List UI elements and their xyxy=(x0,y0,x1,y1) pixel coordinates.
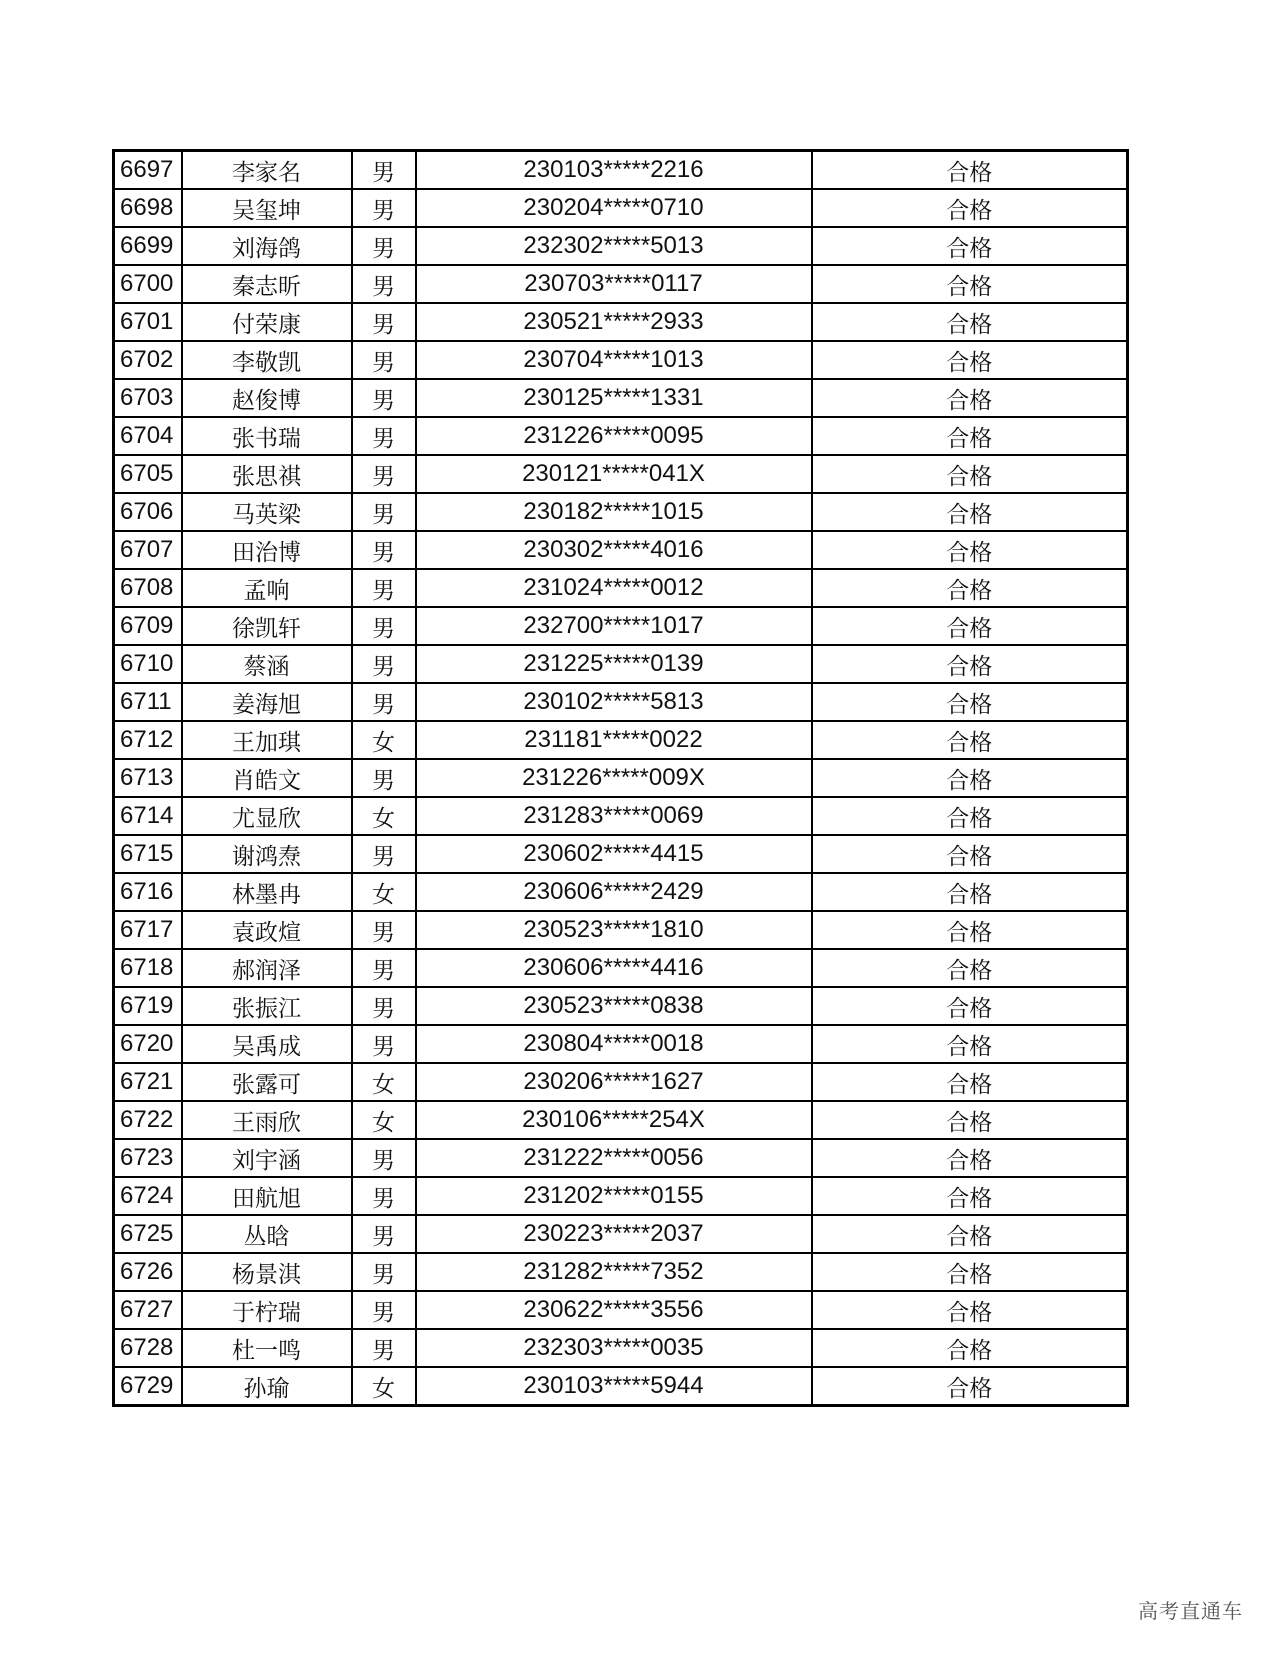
candidate-name: 张书瑞 xyxy=(182,417,352,455)
result-status: 合格 xyxy=(812,1291,1128,1329)
result-status: 合格 xyxy=(812,873,1128,911)
row-number: 6717 xyxy=(114,911,182,949)
table-row xyxy=(114,797,1128,835)
table-row xyxy=(114,569,1128,607)
candidate-sex: 男 xyxy=(352,265,416,303)
result-status: 合格 xyxy=(812,455,1128,493)
result-status: 合格 xyxy=(812,1063,1128,1101)
table-row xyxy=(114,379,1128,417)
candidate-sex: 男 xyxy=(352,493,416,531)
candidate-sex: 男 xyxy=(352,683,416,721)
row-number: 6708 xyxy=(114,569,182,607)
candidate-name: 谢鸿焘 xyxy=(182,835,352,873)
row-number: 6728 xyxy=(114,1329,182,1367)
row-number: 6715 xyxy=(114,835,182,873)
table-row xyxy=(114,721,1128,759)
candidate-sex: 男 xyxy=(352,151,416,190)
candidate-sex: 男 xyxy=(352,1025,416,1063)
row-number: 6710 xyxy=(114,645,182,683)
candidate-name: 张思祺 xyxy=(182,455,352,493)
result-status: 合格 xyxy=(812,683,1128,721)
candidate-sex: 女 xyxy=(352,1101,416,1139)
candidate-sex: 男 xyxy=(352,1291,416,1329)
table-row xyxy=(114,189,1128,227)
result-status: 合格 xyxy=(812,569,1128,607)
candidate-name: 田航旭 xyxy=(182,1177,352,1215)
result-status: 合格 xyxy=(812,341,1128,379)
candidate-name: 孟响 xyxy=(182,569,352,607)
candidate-name: 秦志昕 xyxy=(182,265,352,303)
masked-id-number: 230703*****0117 xyxy=(416,265,812,303)
masked-id-number: 230102*****5813 xyxy=(416,683,812,721)
candidate-name: 丛晗 xyxy=(182,1215,352,1253)
candidate-sex: 男 xyxy=(352,569,416,607)
masked-id-number: 230523*****0838 xyxy=(416,987,812,1025)
candidate-sex: 男 xyxy=(352,911,416,949)
masked-id-number: 230602*****4415 xyxy=(416,835,812,873)
table-row xyxy=(114,911,1128,949)
masked-id-number: 230521*****2933 xyxy=(416,303,812,341)
result-status: 合格 xyxy=(812,1253,1128,1291)
table-row xyxy=(114,1253,1128,1291)
candidate-sex: 男 xyxy=(352,759,416,797)
candidate-name: 李敬凯 xyxy=(182,341,352,379)
result-status: 合格 xyxy=(812,721,1128,759)
result-status: 合格 xyxy=(812,379,1128,417)
row-number: 6701 xyxy=(114,303,182,341)
masked-id-number: 230103*****5944 xyxy=(416,1367,812,1406)
masked-id-number: 231222*****0056 xyxy=(416,1139,812,1177)
row-number: 6705 xyxy=(114,455,182,493)
candidate-sex: 男 xyxy=(352,303,416,341)
table-row xyxy=(114,1291,1128,1329)
masked-id-number: 231181*****0022 xyxy=(416,721,812,759)
candidate-name: 袁政煊 xyxy=(182,911,352,949)
masked-id-number: 230606*****2429 xyxy=(416,873,812,911)
table-row xyxy=(114,645,1128,683)
result-status: 合格 xyxy=(812,1139,1128,1177)
row-number: 6719 xyxy=(114,987,182,1025)
row-number: 6720 xyxy=(114,1025,182,1063)
masked-id-number: 231226*****0095 xyxy=(416,417,812,455)
candidate-name: 李家名 xyxy=(182,151,352,190)
masked-id-number: 230106*****254X xyxy=(416,1101,812,1139)
candidate-sex: 男 xyxy=(352,835,416,873)
candidate-name: 于柠瑞 xyxy=(182,1291,352,1329)
candidate-sex: 男 xyxy=(352,417,416,455)
row-number: 6706 xyxy=(114,493,182,531)
candidate-name: 蔡涵 xyxy=(182,645,352,683)
masked-id-number: 230125*****1331 xyxy=(416,379,812,417)
table-row xyxy=(114,987,1128,1025)
result-status: 合格 xyxy=(812,797,1128,835)
candidate-sex: 女 xyxy=(352,1063,416,1101)
table-row xyxy=(114,455,1128,493)
candidate-name: 徐凯轩 xyxy=(182,607,352,645)
result-status: 合格 xyxy=(812,1177,1128,1215)
masked-id-number: 230302*****4016 xyxy=(416,531,812,569)
candidate-name: 郝润泽 xyxy=(182,949,352,987)
row-number: 6718 xyxy=(114,949,182,987)
row-number: 6711 xyxy=(114,683,182,721)
candidate-sex: 男 xyxy=(352,531,416,569)
candidate-sex: 男 xyxy=(352,1253,416,1291)
result-status: 合格 xyxy=(812,911,1128,949)
result-status: 合格 xyxy=(812,531,1128,569)
candidate-sex: 男 xyxy=(352,949,416,987)
masked-id-number: 231226*****009X xyxy=(416,759,812,797)
result-status: 合格 xyxy=(812,987,1128,1025)
candidate-name: 王雨欣 xyxy=(182,1101,352,1139)
candidate-sex: 男 xyxy=(352,1139,416,1177)
candidate-name: 刘海鸽 xyxy=(182,227,352,265)
masked-id-number: 230622*****3556 xyxy=(416,1291,812,1329)
row-number: 6713 xyxy=(114,759,182,797)
table-row xyxy=(114,1177,1128,1215)
candidate-name: 付荣康 xyxy=(182,303,352,341)
masked-id-number: 230606*****4416 xyxy=(416,949,812,987)
masked-id-number: 230223*****2037 xyxy=(416,1215,812,1253)
masked-id-number: 232303*****0035 xyxy=(416,1329,812,1367)
masked-id-number: 230121*****041X xyxy=(416,455,812,493)
table-row xyxy=(114,1025,1128,1063)
candidate-sex: 男 xyxy=(352,379,416,417)
table-row xyxy=(114,1139,1128,1177)
row-number: 6725 xyxy=(114,1215,182,1253)
table-row xyxy=(114,949,1128,987)
result-status: 合格 xyxy=(812,303,1128,341)
candidate-name: 张振江 xyxy=(182,987,352,1025)
table-row xyxy=(114,417,1128,455)
candidate-name: 尤显欣 xyxy=(182,797,352,835)
candidate-sex: 女 xyxy=(352,721,416,759)
candidate-sex: 男 xyxy=(352,189,416,227)
candidate-sex: 男 xyxy=(352,227,416,265)
roster-table xyxy=(112,149,1129,1407)
candidate-name: 吴玺坤 xyxy=(182,189,352,227)
masked-id-number: 230103*****2216 xyxy=(416,151,812,190)
table-row xyxy=(114,493,1128,531)
result-status: 合格 xyxy=(812,645,1128,683)
row-number: 6702 xyxy=(114,341,182,379)
result-status: 合格 xyxy=(812,607,1128,645)
candidate-name: 吴禹成 xyxy=(182,1025,352,1063)
row-number: 6727 xyxy=(114,1291,182,1329)
row-number: 6716 xyxy=(114,873,182,911)
table-row xyxy=(114,607,1128,645)
row-number: 6697 xyxy=(114,151,182,190)
result-status: 合格 xyxy=(812,417,1128,455)
result-status: 合格 xyxy=(812,1101,1128,1139)
candidate-name: 马英梁 xyxy=(182,493,352,531)
result-status: 合格 xyxy=(812,151,1128,190)
candidate-name: 杨景淇 xyxy=(182,1253,352,1291)
row-number: 6729 xyxy=(114,1367,182,1406)
candidate-name: 田治博 xyxy=(182,531,352,569)
row-number: 6703 xyxy=(114,379,182,417)
row-number: 6724 xyxy=(114,1177,182,1215)
table-row xyxy=(114,303,1128,341)
row-number: 6709 xyxy=(114,607,182,645)
table-row xyxy=(114,227,1128,265)
row-number: 6698 xyxy=(114,189,182,227)
candidate-sex: 女 xyxy=(352,797,416,835)
masked-id-number: 231225*****0139 xyxy=(416,645,812,683)
table-row xyxy=(114,341,1128,379)
candidate-sex: 男 xyxy=(352,607,416,645)
candidate-sex: 男 xyxy=(352,455,416,493)
masked-id-number: 230804*****0018 xyxy=(416,1025,812,1063)
candidate-sex: 男 xyxy=(352,341,416,379)
result-status: 合格 xyxy=(812,265,1128,303)
masked-id-number: 230206*****1627 xyxy=(416,1063,812,1101)
table-row xyxy=(114,265,1128,303)
table-row xyxy=(114,1329,1128,1367)
masked-id-number: 230204*****0710 xyxy=(416,189,812,227)
masked-id-number: 231282*****7352 xyxy=(416,1253,812,1291)
table-row xyxy=(114,873,1128,911)
row-number: 6723 xyxy=(114,1139,182,1177)
masked-id-number: 231283*****0069 xyxy=(416,797,812,835)
candidate-name: 姜海旭 xyxy=(182,683,352,721)
result-status: 合格 xyxy=(812,227,1128,265)
result-status: 合格 xyxy=(812,949,1128,987)
candidate-name: 杜一鸣 xyxy=(182,1329,352,1367)
candidate-name: 肖皓文 xyxy=(182,759,352,797)
masked-id-number: 230523*****1810 xyxy=(416,911,812,949)
result-status: 合格 xyxy=(812,1367,1128,1406)
candidate-name: 张露可 xyxy=(182,1063,352,1101)
candidate-name: 王加琪 xyxy=(182,721,352,759)
candidate-name: 林墨冉 xyxy=(182,873,352,911)
row-number: 6722 xyxy=(114,1101,182,1139)
candidate-sex: 男 xyxy=(352,645,416,683)
row-number: 6714 xyxy=(114,797,182,835)
result-status: 合格 xyxy=(812,835,1128,873)
table-row xyxy=(114,1215,1128,1253)
masked-id-number: 232700*****1017 xyxy=(416,607,812,645)
row-number: 6721 xyxy=(114,1063,182,1101)
result-status: 合格 xyxy=(812,759,1128,797)
candidate-name: 刘宇涵 xyxy=(182,1139,352,1177)
table-row xyxy=(114,1367,1128,1406)
masked-id-number: 231202*****0155 xyxy=(416,1177,812,1215)
result-status: 合格 xyxy=(812,1215,1128,1253)
table-row xyxy=(114,835,1128,873)
candidate-sex: 男 xyxy=(352,1215,416,1253)
table-row xyxy=(114,683,1128,721)
masked-id-number: 230182*****1015 xyxy=(416,493,812,531)
table-row xyxy=(114,531,1128,569)
result-status: 合格 xyxy=(812,1025,1128,1063)
row-number: 6707 xyxy=(114,531,182,569)
candidate-sex: 男 xyxy=(352,1329,416,1367)
table-row xyxy=(114,1101,1128,1139)
row-number: 6699 xyxy=(114,227,182,265)
candidate-sex: 男 xyxy=(352,987,416,1025)
row-number: 6700 xyxy=(114,265,182,303)
candidate-sex: 女 xyxy=(352,1367,416,1406)
candidate-name: 孙瑜 xyxy=(182,1367,352,1406)
candidate-sex: 女 xyxy=(352,873,416,911)
result-status: 合格 xyxy=(812,1329,1128,1367)
result-status: 合格 xyxy=(812,189,1128,227)
masked-id-number: 230704*****1013 xyxy=(416,341,812,379)
watermark-text: 高考直通车 xyxy=(1138,1599,1243,1623)
table-row xyxy=(114,759,1128,797)
masked-id-number: 232302*****5013 xyxy=(416,227,812,265)
row-number: 6712 xyxy=(114,721,182,759)
result-status: 合格 xyxy=(812,493,1128,531)
table-row xyxy=(114,151,1128,190)
masked-id-number: 231024*****0012 xyxy=(416,569,812,607)
candidate-name: 赵俊博 xyxy=(182,379,352,417)
roster-table-body xyxy=(114,151,1128,1406)
row-number: 6704 xyxy=(114,417,182,455)
table-row xyxy=(114,1063,1128,1101)
row-number: 6726 xyxy=(114,1253,182,1291)
candidate-sex: 男 xyxy=(352,1177,416,1215)
